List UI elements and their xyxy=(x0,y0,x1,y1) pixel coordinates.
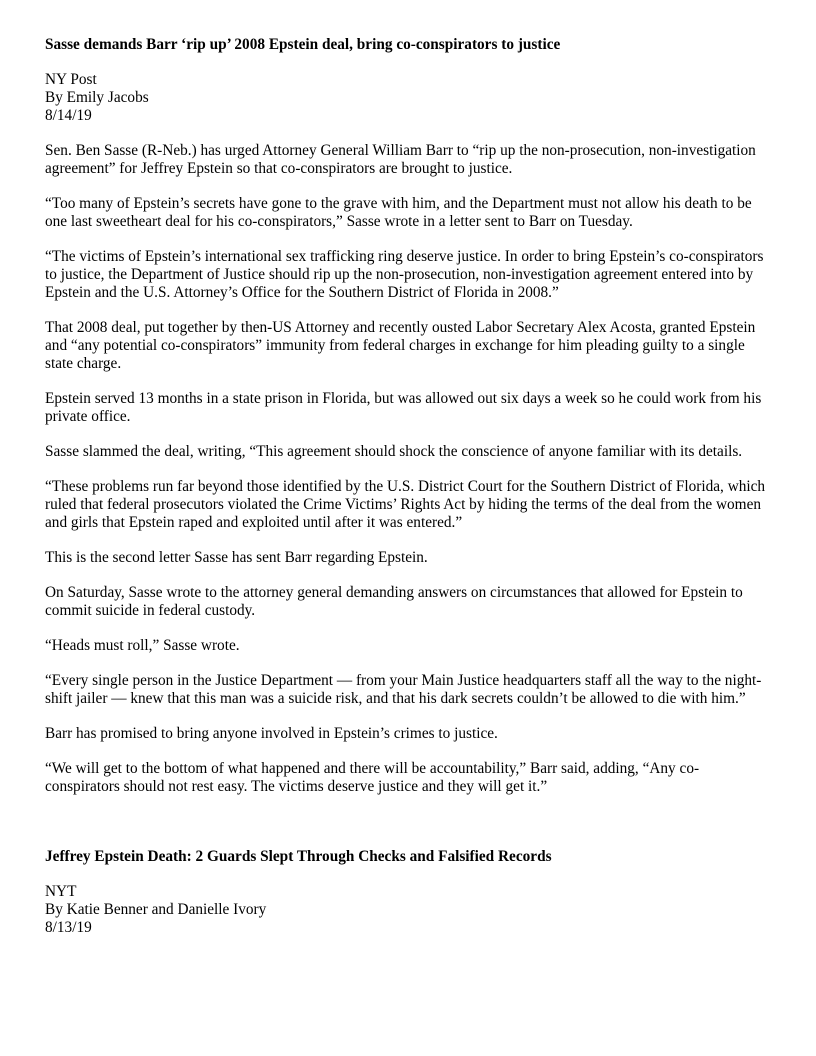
article-2 xyxy=(45,848,773,937)
article-1-date: 8/14/19 xyxy=(45,107,92,124)
article-1-byline: By Emily Jacobs xyxy=(45,89,149,106)
article-1-paragraph: “These problems run far beyond those identified by the U.S. District Court for the Southern District of Florida, which ruled that federal prosecutors violated the Crime Victims’ Rights Act by hiding the terms of the deal from the women and girls that Epstein raped and exploited until after it was entered.” xyxy=(45,478,766,531)
article-1-paragraph: On Saturday, Sasse wrote to the attorney general demanding answers on circumstances that allowed for Epstein to commit suicide in federal custody. xyxy=(45,584,743,619)
article-1 xyxy=(45,36,773,796)
article-1-paragraph: “Too many of Epstein’s secrets have gone to the grave with him, and the Department must not allow his death to be one last sweetheart deal for his co-conspirators,” Sasse wrote in a letter sent to Barr on Tuesday. xyxy=(45,195,752,230)
article-1-paragraph: Epstein served 13 months in a state prison in Florida, but was allowed out six days a week so he could work from his private office. xyxy=(45,390,762,425)
article-1-paragraph: Sasse slammed the deal, writing, “This agreement should shock the conscience of anyone familiar with its details. xyxy=(45,443,743,460)
article-1-headline: Sasse demands Barr ‘rip up’ 2008 Epstein deal, bring co-conspirators to justice xyxy=(45,36,561,53)
article-1-paragraph: Sen. Ben Sasse (R-Neb.) has urged Attorney General William Barr to “rip up the non-prosecution, non-investigation agreement” for Jeffrey Epstein so that co-conspirators are brought to justice. xyxy=(45,142,756,177)
article-1-paragraph: “The victims of Epstein’s international sex trafficking ring deserve justice. In order to bring Epstein’s co-conspirators to justice, the Department of Justice should rip up the non-prosecution, non-investigation agreement entered into by Epstein and the U.S. Attorney’s Office for the Southern District of Florida in 2008.” xyxy=(45,248,764,301)
article-1-source: NY Post xyxy=(45,71,97,88)
article-1-paragraph: That 2008 deal, put together by then-US Attorney and recently ousted Labor Secretary Alex Acosta, granted Epstein and “any potential co-conspirators” immunity from federal charges in exchange for him pleading guilty to a single state charge. xyxy=(45,319,756,372)
article-2-headline: Jeffrey Epstein Death: 2 Guards Slept Through Checks and Falsified Records xyxy=(45,848,552,865)
article-2-source: NYT xyxy=(45,883,77,900)
article-1-paragraph: “Heads must roll,” Sasse wrote. xyxy=(45,637,240,654)
article-1-paragraph: Barr has promised to bring anyone involved in Epstein’s crimes to justice. xyxy=(45,725,498,742)
article-2-date: 8/13/19 xyxy=(45,919,92,936)
document-page xyxy=(45,36,773,954)
article-1-paragraph: “Every single person in the Justice Department — from your Main Justice headquarters staff all the way to the night-shift jailer — knew that this man was a suicide risk, and that his dark secrets couldn’t be allowed to die with him.” xyxy=(45,672,762,707)
article-2-byline: By Katie Benner and Danielle Ivory xyxy=(45,901,267,918)
article-separator xyxy=(45,813,773,848)
article-1-paragraph: “We will get to the bottom of what happened and there will be accountability,” Barr said, adding, “Any co-conspirators should not rest easy. The victims deserve justice and they will get it.” xyxy=(45,760,700,795)
article-2-meta xyxy=(45,883,773,937)
article-1-meta xyxy=(45,71,773,125)
article-1-paragraph: This is the second letter Sasse has sent Barr regarding Epstein. xyxy=(45,549,428,566)
